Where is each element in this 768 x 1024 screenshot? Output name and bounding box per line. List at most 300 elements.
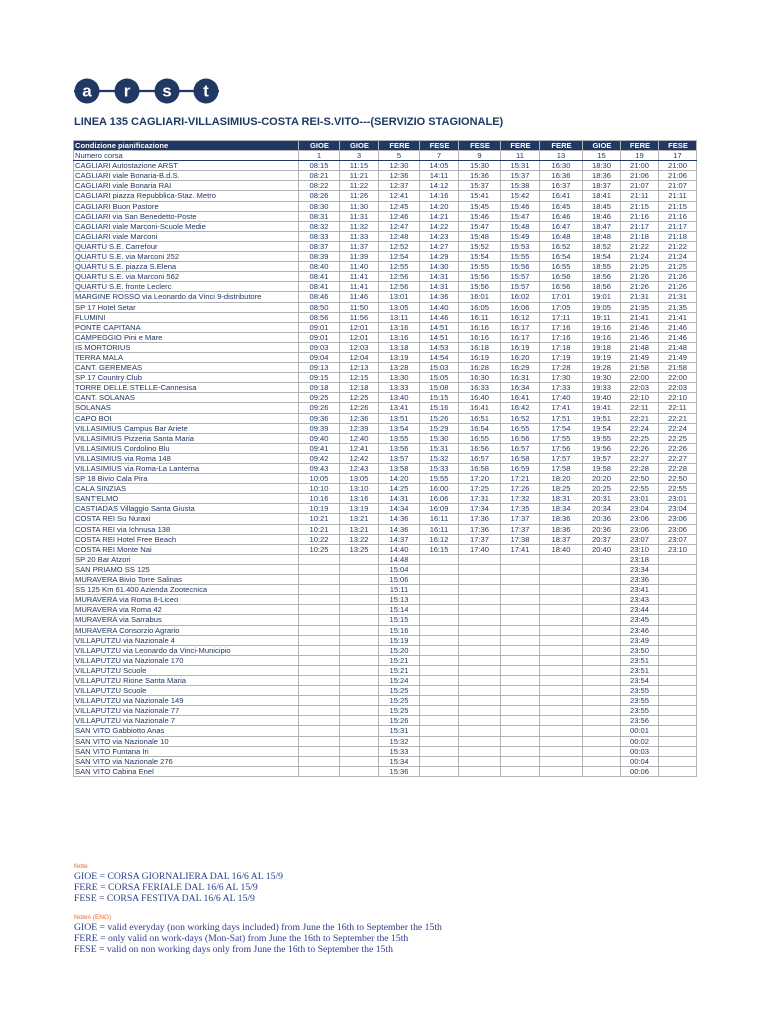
time-cell: 18:48	[583, 231, 621, 241]
time-cell: 21:46	[659, 332, 697, 342]
time-cell	[459, 726, 501, 736]
logo-letter: s	[162, 81, 172, 101]
time-cell: 14:40	[420, 302, 459, 312]
time-cell: 11:39	[340, 252, 379, 262]
time-cell	[501, 605, 540, 615]
time-cell	[340, 766, 379, 776]
time-cell: 08:21	[299, 171, 340, 181]
time-cell: 17:32	[501, 494, 540, 504]
time-cell: 16:06	[501, 302, 540, 312]
time-cell: 16:02	[501, 292, 540, 302]
time-cell: 08:22	[299, 181, 340, 191]
time-cell: 17:37	[501, 514, 540, 524]
time-cell: 21:18	[659, 231, 697, 241]
table-row	[74, 615, 697, 625]
time-cell: 15:57	[501, 272, 540, 282]
time-cell: 13:30	[379, 373, 420, 383]
time-cell: 13:21	[340, 514, 379, 524]
time-cell: 23:51	[621, 655, 659, 665]
time-cell: 15:03	[420, 363, 459, 373]
header-cell: FERE	[379, 141, 420, 151]
header-cell: GIOE	[583, 141, 621, 151]
time-cell: 15:15	[379, 615, 420, 625]
time-cell	[459, 564, 501, 574]
time-cell: 15:52	[459, 241, 501, 251]
time-cell: 09:03	[299, 342, 340, 352]
time-cell: 17:56	[540, 443, 583, 453]
time-cell: 16:55	[540, 262, 583, 272]
header-label: Condizione pianificazione	[74, 141, 299, 151]
time-cell: 08:41	[299, 282, 340, 292]
time-cell: 18:37	[540, 534, 583, 544]
time-cell: 23:06	[621, 514, 659, 524]
time-cell	[459, 746, 501, 756]
time-cell	[459, 665, 501, 675]
time-cell: 20:37	[583, 534, 621, 544]
stop-name: VILLAPUTZU via Nazionale 77	[74, 706, 299, 716]
time-cell: 17:05	[540, 302, 583, 312]
time-cell: 13:55	[379, 433, 420, 443]
time-cell: 21:49	[659, 352, 697, 362]
time-cell	[583, 645, 621, 655]
time-cell: 12:25	[340, 393, 379, 403]
time-cell: 08:33	[299, 231, 340, 241]
stop-name: CAMPEGGIO Pini e Mare	[74, 332, 299, 342]
table-row	[74, 363, 697, 373]
time-cell: 12:43	[340, 464, 379, 474]
time-cell: 16:56	[459, 443, 501, 453]
time-cell: 15:32	[379, 736, 420, 746]
time-cell: 23:18	[621, 554, 659, 564]
time-cell: 15:41	[459, 191, 501, 201]
time-cell	[340, 595, 379, 605]
table-row	[74, 716, 697, 726]
time-cell	[299, 564, 340, 574]
time-cell: 16:28	[459, 363, 501, 373]
stop-name: CANT. GEREMEAS	[74, 363, 299, 373]
stop-name: SP 18 Bivio Cala Pira	[74, 474, 299, 484]
time-cell: 14:51	[420, 332, 459, 342]
time-cell: 15:55	[459, 262, 501, 272]
time-cell	[420, 736, 459, 746]
time-cell: 00:02	[621, 736, 659, 746]
time-cell: 17:16	[540, 322, 583, 332]
time-cell: 16:52	[501, 413, 540, 423]
time-cell: 16:46	[540, 211, 583, 221]
time-cell	[501, 756, 540, 766]
time-cell: 15:08	[420, 383, 459, 393]
time-cell: 18:36	[583, 171, 621, 181]
time-cell: 23:01	[659, 494, 697, 504]
time-cell: 11:26	[340, 191, 379, 201]
stop-name: QUARTU S.E. via Marconi 252	[74, 252, 299, 262]
time-cell: 13:58	[379, 464, 420, 474]
time-cell: 14:30	[420, 262, 459, 272]
time-cell	[540, 756, 583, 766]
table-row	[74, 373, 697, 383]
table-row	[74, 252, 697, 262]
time-cell	[540, 706, 583, 716]
time-cell	[459, 696, 501, 706]
time-cell: 12:40	[340, 433, 379, 443]
time-cell: 16:05	[459, 302, 501, 312]
time-cell	[459, 554, 501, 564]
time-cell: 16:54	[459, 423, 501, 433]
time-cell: 16:19	[459, 352, 501, 362]
logo-letter: t	[203, 81, 209, 101]
time-cell	[340, 564, 379, 574]
time-cell	[501, 645, 540, 655]
time-cell: 15:30	[420, 433, 459, 443]
time-cell: 12:41	[379, 191, 420, 201]
time-cell	[501, 665, 540, 675]
time-cell	[459, 635, 501, 645]
time-cell	[583, 554, 621, 564]
time-cell	[299, 645, 340, 655]
time-cell	[459, 645, 501, 655]
time-cell	[459, 756, 501, 766]
time-cell	[420, 625, 459, 635]
time-cell	[340, 554, 379, 564]
table-row	[74, 736, 697, 746]
time-cell: 15:46	[459, 211, 501, 221]
time-cell: 16:12	[420, 534, 459, 544]
time-cell: 09:01	[299, 332, 340, 342]
time-cell: 15:04	[379, 564, 420, 574]
time-cell: 13:40	[379, 393, 420, 403]
time-cell	[340, 746, 379, 756]
table-row	[74, 675, 697, 685]
time-cell	[459, 655, 501, 665]
time-cell: 10:16	[299, 494, 340, 504]
table-row	[74, 262, 697, 272]
time-cell: 11:22	[340, 181, 379, 191]
time-cell: 09:15	[299, 373, 340, 383]
time-cell	[501, 585, 540, 595]
time-cell: 08:37	[299, 241, 340, 251]
time-cell: 21:25	[621, 262, 659, 272]
time-cell: 22:50	[621, 474, 659, 484]
time-cell: 17:54	[540, 423, 583, 433]
numero-cell: 3	[340, 151, 379, 161]
time-cell: 16:11	[459, 312, 501, 322]
time-cell: 14:11	[420, 171, 459, 181]
time-cell: 15:34	[379, 756, 420, 766]
time-cell: 21:35	[659, 302, 697, 312]
time-cell	[340, 696, 379, 706]
table-row	[74, 352, 697, 362]
time-cell	[299, 635, 340, 645]
time-cell: 22:28	[621, 464, 659, 474]
time-cell	[540, 655, 583, 665]
time-cell: 12:04	[340, 352, 379, 362]
time-cell: 22:00	[659, 373, 697, 383]
time-cell: 23:07	[659, 534, 697, 544]
time-cell: 15:31	[501, 161, 540, 171]
time-cell	[540, 615, 583, 625]
time-cell	[459, 716, 501, 726]
time-cell	[540, 595, 583, 605]
time-cell	[340, 736, 379, 746]
time-cell: 15:30	[459, 161, 501, 171]
time-cell: 23:46	[621, 625, 659, 635]
time-cell: 16:34	[501, 383, 540, 393]
time-cell: 19:55	[583, 433, 621, 443]
time-cell: 14:36	[379, 514, 420, 524]
time-cell	[583, 625, 621, 635]
time-cell: 15:26	[379, 716, 420, 726]
time-cell: 08:32	[299, 221, 340, 231]
time-cell: 15:21	[379, 655, 420, 665]
time-cell: 23:10	[659, 544, 697, 554]
time-cell: 19:57	[583, 453, 621, 463]
time-cell	[540, 766, 583, 776]
time-cell: 09:39	[299, 423, 340, 433]
time-cell	[420, 766, 459, 776]
time-cell: 19:18	[583, 342, 621, 352]
time-cell: 16:17	[501, 332, 540, 342]
time-cell: 15:38	[501, 181, 540, 191]
time-cell	[340, 575, 379, 585]
time-cell: 14:40	[379, 544, 420, 554]
time-cell	[659, 756, 697, 766]
time-cell: 12:48	[379, 231, 420, 241]
time-cell	[501, 706, 540, 716]
time-cell: 11:50	[340, 302, 379, 312]
time-cell: 12:15	[340, 373, 379, 383]
time-cell: 14:37	[379, 534, 420, 544]
time-cell: 16:51	[459, 413, 501, 423]
table-row	[74, 575, 697, 585]
time-cell	[540, 665, 583, 675]
time-cell: 12:39	[340, 423, 379, 433]
time-cell: 13:11	[379, 312, 420, 322]
table-row	[74, 564, 697, 574]
time-cell: 15:06	[379, 575, 420, 585]
time-cell: 21:24	[621, 252, 659, 262]
time-cell: 21:58	[621, 363, 659, 373]
time-cell: 23:56	[621, 716, 659, 726]
time-cell: 11:31	[340, 211, 379, 221]
time-cell	[501, 696, 540, 706]
time-cell	[659, 686, 697, 696]
time-cell	[540, 696, 583, 706]
time-cell: 15:36	[459, 171, 501, 181]
time-cell: 17:38	[501, 534, 540, 544]
time-cell: 09:13	[299, 363, 340, 373]
note-line: GIOE = CORSA GIORNALIERA DAL 16/6 AL 15/9	[74, 871, 283, 882]
time-cell: 09:40	[299, 433, 340, 443]
time-cell: 23:06	[621, 524, 659, 534]
stop-name: SAN VITO via Nazionale 10	[74, 736, 299, 746]
time-cell	[459, 686, 501, 696]
table-row	[74, 554, 697, 564]
time-cell: 18:45	[583, 201, 621, 211]
time-cell: 17:41	[501, 544, 540, 554]
time-cell: 13:10	[340, 484, 379, 494]
time-cell: 16:45	[540, 201, 583, 211]
time-cell: 16:11	[420, 514, 459, 524]
time-cell: 11:21	[340, 171, 379, 181]
stop-name: CAGLIARI Autostazione ARST	[74, 161, 299, 171]
time-cell	[299, 615, 340, 625]
time-cell	[299, 736, 340, 746]
time-cell: 23:34	[621, 564, 659, 574]
time-cell: 17:19	[540, 352, 583, 362]
time-cell	[340, 585, 379, 595]
time-cell: 08:41	[299, 272, 340, 282]
stop-name: TORRE DELLE STELLE-Cannesisa	[74, 383, 299, 393]
time-cell: 16:11	[420, 524, 459, 534]
time-cell: 16:33	[459, 383, 501, 393]
time-cell: 19:41	[583, 403, 621, 413]
time-cell: 17:21	[501, 474, 540, 484]
time-cell: 16:31	[501, 373, 540, 383]
time-cell: 15:26	[420, 413, 459, 423]
time-cell: 22:28	[659, 464, 697, 474]
time-cell: 16:55	[459, 433, 501, 443]
numero-row	[74, 151, 697, 161]
time-cell: 21:35	[621, 302, 659, 312]
notes-eng	[74, 913, 694, 955]
time-cell: 20:36	[583, 524, 621, 534]
stop-name: SS 125 Km 61.400 Azienda Zootecnica	[74, 585, 299, 595]
notes	[74, 862, 694, 904]
time-cell	[340, 675, 379, 685]
time-cell: 21:26	[659, 272, 697, 282]
time-cell: 19:11	[583, 312, 621, 322]
time-cell	[420, 635, 459, 645]
table-row	[74, 645, 697, 655]
time-cell: 11:30	[340, 201, 379, 211]
time-cell	[459, 736, 501, 746]
time-cell: 15:31	[420, 443, 459, 453]
time-cell: 14:20	[379, 474, 420, 484]
time-cell: 23:54	[621, 675, 659, 685]
time-cell	[340, 756, 379, 766]
time-cell: 15:29	[420, 423, 459, 433]
time-cell: 21:16	[659, 211, 697, 221]
notes-heading: Note	[74, 863, 88, 870]
time-cell: 15:32	[420, 453, 459, 463]
time-cell: 23:06	[659, 524, 697, 534]
time-cell: 16:52	[540, 241, 583, 251]
time-cell: 20:20	[583, 474, 621, 484]
time-cell: 21:26	[621, 272, 659, 282]
time-cell: 16:00	[420, 484, 459, 494]
time-cell: 17:26	[501, 484, 540, 494]
time-cell: 22:11	[621, 403, 659, 413]
time-cell: 15:54	[459, 252, 501, 262]
time-cell: 15:15	[420, 393, 459, 403]
stop-name: VILLAPUTZU via Nazionale 170	[74, 655, 299, 665]
time-cell: 16:42	[501, 403, 540, 413]
time-cell: 14:46	[420, 312, 459, 322]
table-row	[74, 393, 697, 403]
time-cell: 16:41	[501, 393, 540, 403]
stop-name: SP 20 Bar Atzori	[74, 554, 299, 564]
time-cell: 17:34	[459, 504, 501, 514]
stop-name: SAN VITO via Nazionale 276	[74, 756, 299, 766]
time-cell: 10:21	[299, 514, 340, 524]
time-cell: 12:30	[379, 161, 420, 171]
time-cell: 16:01	[459, 292, 501, 302]
time-cell: 21:48	[621, 342, 659, 352]
time-cell: 18:31	[540, 494, 583, 504]
time-cell: 21:06	[621, 171, 659, 181]
time-cell: 11:33	[340, 231, 379, 241]
time-cell	[540, 585, 583, 595]
time-cell: 12:03	[340, 342, 379, 352]
stop-name: VILLAPUTZU Scuole	[74, 665, 299, 675]
table-row	[74, 544, 697, 554]
time-cell	[299, 716, 340, 726]
time-cell: 19:33	[583, 383, 621, 393]
time-cell	[459, 595, 501, 605]
stop-name: COSTA REI Monte Nai	[74, 544, 299, 554]
time-cell	[540, 625, 583, 635]
time-cell: 15:33	[379, 746, 420, 756]
time-cell: 15:14	[379, 605, 420, 615]
time-cell: 14:36	[420, 292, 459, 302]
time-cell: 19:51	[583, 413, 621, 423]
stop-name: MURAVERA via Sarrabus	[74, 615, 299, 625]
time-cell: 21:31	[621, 292, 659, 302]
time-cell: 12:54	[379, 252, 420, 262]
time-cell: 11:15	[340, 161, 379, 171]
time-cell: 18:54	[583, 252, 621, 262]
time-cell: 13:56	[379, 443, 420, 453]
time-cell	[659, 554, 697, 564]
time-cell	[659, 746, 697, 756]
stop-name: CASTIADAS Villaggio Santa Giusta	[74, 504, 299, 514]
time-cell: 15:19	[379, 635, 420, 645]
time-cell: 16:37	[540, 181, 583, 191]
time-cell: 15:16	[420, 403, 459, 413]
time-cell: 17:33	[540, 383, 583, 393]
table-row	[74, 746, 697, 756]
time-cell: 22:21	[659, 413, 697, 423]
stop-name: VILLAPUTZU Scuole	[74, 686, 299, 696]
time-cell: 13:19	[340, 504, 379, 514]
note-eng-line: FERE = only valid on work-days (Mon-Sat) from June the 16th to September the 15th	[74, 933, 409, 944]
time-cell: 22:25	[659, 433, 697, 443]
time-cell	[420, 554, 459, 564]
time-cell: 16:18	[459, 342, 501, 352]
time-cell: 17:28	[540, 363, 583, 373]
time-cell	[501, 766, 540, 776]
time-cell: 17:36	[459, 514, 501, 524]
time-cell: 10:21	[299, 524, 340, 534]
table-row	[74, 413, 697, 423]
time-cell	[420, 564, 459, 574]
table-row	[74, 292, 697, 302]
time-cell: 22:50	[659, 474, 697, 484]
time-cell: 16:19	[501, 342, 540, 352]
time-cell: 13:05	[379, 302, 420, 312]
time-cell: 22:26	[659, 443, 697, 453]
time-cell: 17:11	[540, 312, 583, 322]
time-cell: 14:21	[420, 211, 459, 221]
time-cell: 12:45	[379, 201, 420, 211]
stop-name: MARGINE ROSSO via Leonardo da Vinci 9-distributore	[74, 292, 299, 302]
table-row	[74, 484, 697, 494]
time-cell: 15:20	[379, 645, 420, 655]
time-cell: 09:43	[299, 464, 340, 474]
time-cell: 22:11	[659, 403, 697, 413]
time-cell: 15:53	[501, 241, 540, 251]
stop-name: COSTA REI Hotel Free Beach	[74, 534, 299, 544]
